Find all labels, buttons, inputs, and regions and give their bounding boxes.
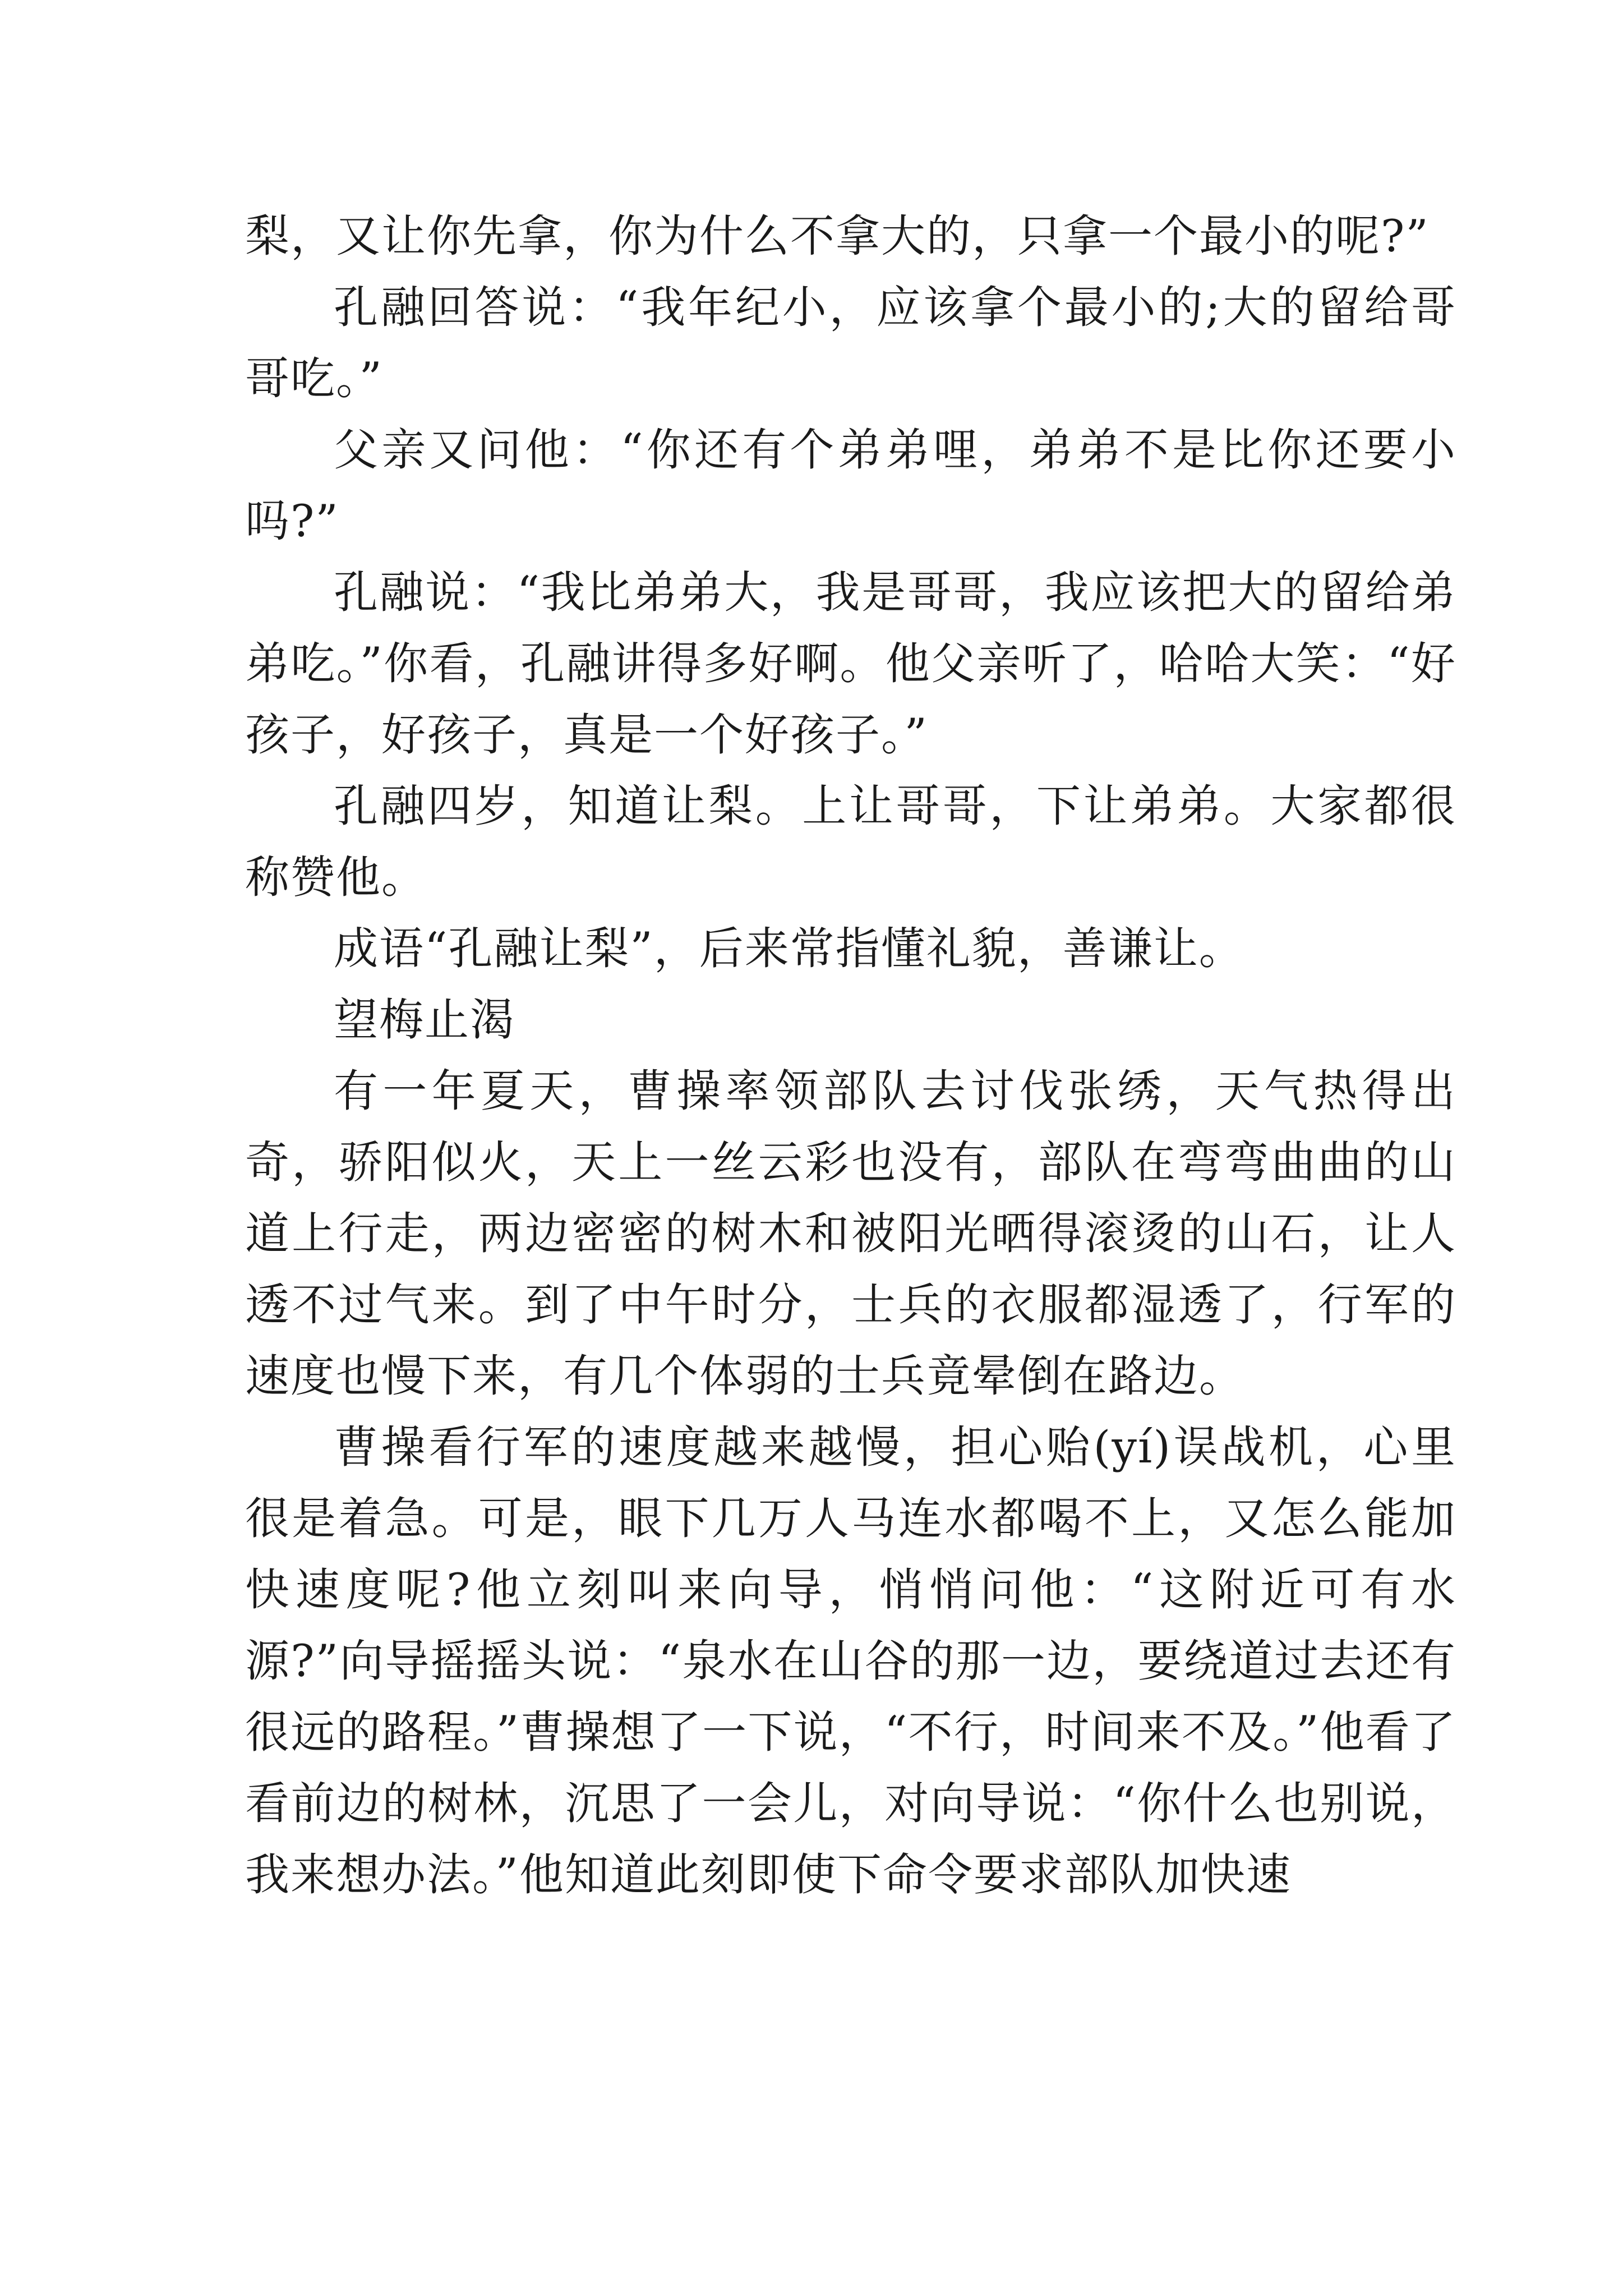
paragraph-2: 孔融回答说：“我年纪小，应该拿个最小的;大的留给哥哥吃。” [245,282,1456,404]
paragraph-4: 孔融说：“我比弟弟大，我是哥哥，我应该把大的留给弟弟吃。”你看，孔融讲得多好啊。他父亲听了，哈哈大笑：“好孩子，好孩子，真是一个好孩子。” [245,567,1456,761]
paragraph-5: 孔融四岁，知道让梨。上让哥哥，下让弟弟。大家都很称赞他。 [245,780,1456,903]
paragraph-6: 成语“孔融让梨”，后来常指懂礼貌，善谦让。 [334,923,1244,974]
paragraph-3: 父亲又问他：“你还有个弟弟哩，弟弟不是比你还要小吗?” [245,424,1456,547]
document-body [245,201,1456,1911]
paragraph-1: 梨，又让你先拿，你为什么不拿大的，只拿一个最小的呢?” [245,210,1430,262]
paragraph-8: 曹操看行军的速度越来越慢，担心贻(yí)误战机，心里很是着急。可是，眼下几万人马连水都喝不上，又怎么能加快速度呢?他立刻叫来向导，悄悄问他：“这附近可有水源?”向导摇摇头说：“泉水在山谷的那一边，要绕道过去还有很远的路程。”曹操想了一下说，“不行，时间来不及。”他看了看前边的树林，沉思了一会儿，对向导说：“你什么也别说，我来想办法。”他知道此刻即使下命令要求部队加快速 [245,1421,1456,1901]
paragraph-7: 有一年夏天，曹操率领部队去讨伐张绣，天气热得出奇，骄阳似火，天上一丝云彩也没有，部队在弯弯曲曲的山道上行走，两边密密的树木和被阳光晒得滚烫的山石，让人透不过气来。到了中午时分，士兵的衣服都湿透了，行军的速度也慢下来，有几个体弱的士兵竟晕倒在路边。 [245,1065,1456,1402]
section-title-wangmeizhike: 望梅止渴 [334,994,515,1046]
